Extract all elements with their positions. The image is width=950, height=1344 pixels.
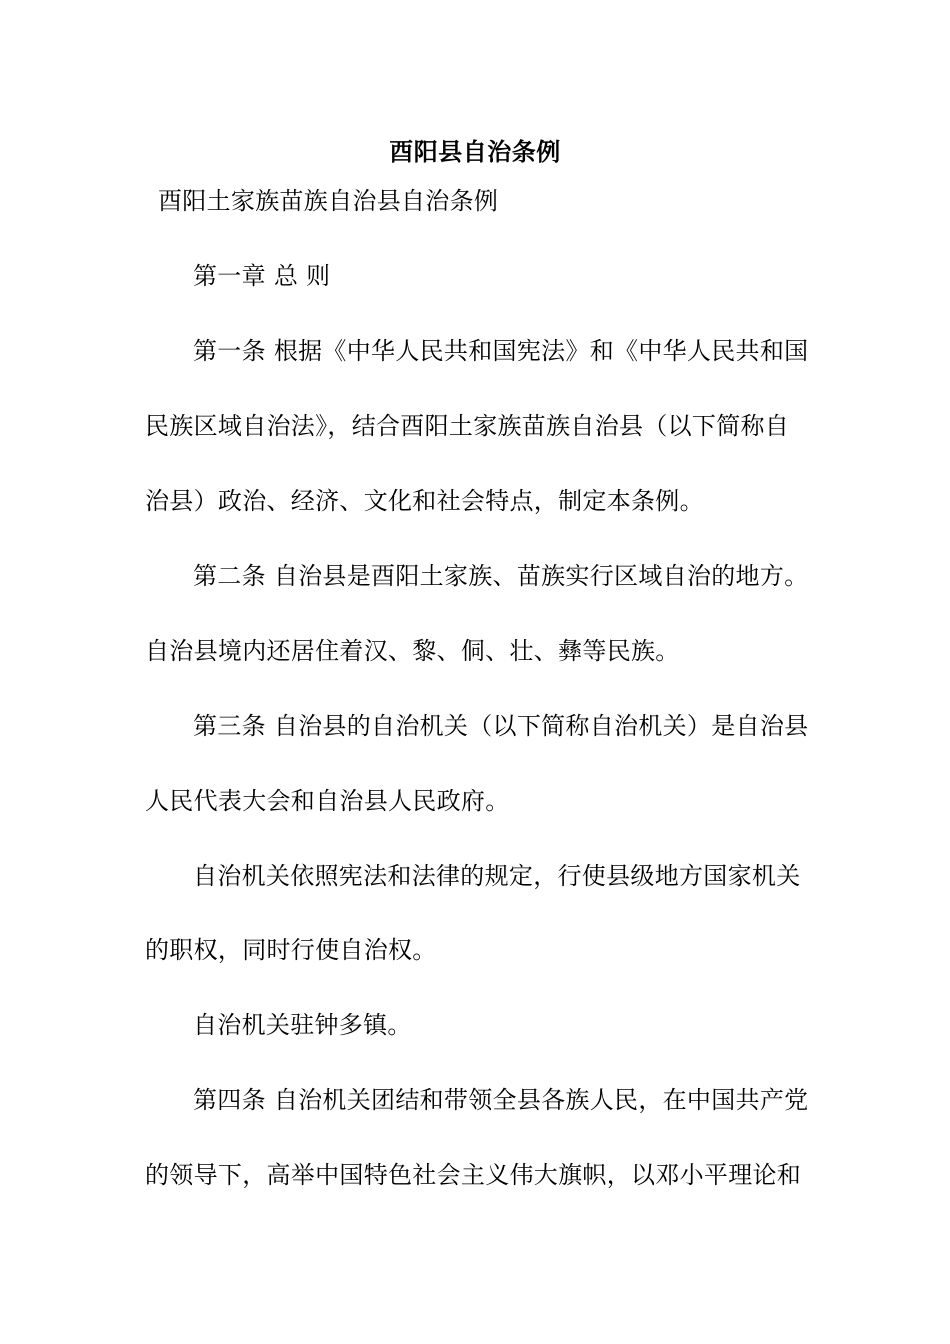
document-title: 酉阳县自治条例 [389, 137, 561, 166]
article-1-line-1: 第一条 根据《中华人民共和国宪法》和《中华人民共和国 [193, 337, 809, 365]
article-3-paragraph-3: 自治机关驻钟多镇。 [193, 1011, 412, 1039]
article-2-line-2: 自治县境内还居住着汉、黎、侗、壮、彝等民族。 [145, 637, 680, 665]
article-3-paragraph-2-line-2: 的职权，同时行使自治权。 [145, 936, 437, 964]
chapter-heading: 第一章 总 则 [193, 262, 331, 290]
article-4-line-1: 第四条 自治机关团结和带领全县各族人民，在中国共产党 [193, 1086, 809, 1114]
document-subtitle: 酉阳土家族苗族自治县自治条例 [158, 187, 499, 215]
article-2-line-1: 第二条 自治县是酉阳土家族、苗族实行区域自治的地方。 [193, 562, 809, 590]
article-3-line-2: 人民代表大会和自治县人民政府。 [145, 787, 510, 815]
article-4-line-2: 的领导下，高举中国特色社会主义伟大旗帜，以邓小平理论和 [145, 1161, 802, 1189]
article-1-line-3: 治县）政治、经济、文化和社会特点，制定本条例。 [145, 487, 704, 515]
article-3-line-1: 第三条 自治县的自治机关（以下简称自治机关）是自治县 [193, 712, 809, 740]
article-1-line-2: 民族区域自治法》，结合酉阳土家族苗族自治县（以下简称自 [145, 412, 790, 440]
article-3-paragraph-2-line-1: 自治机关依照宪法和法律的规定，行使县级地方国家机关 [193, 862, 801, 890]
